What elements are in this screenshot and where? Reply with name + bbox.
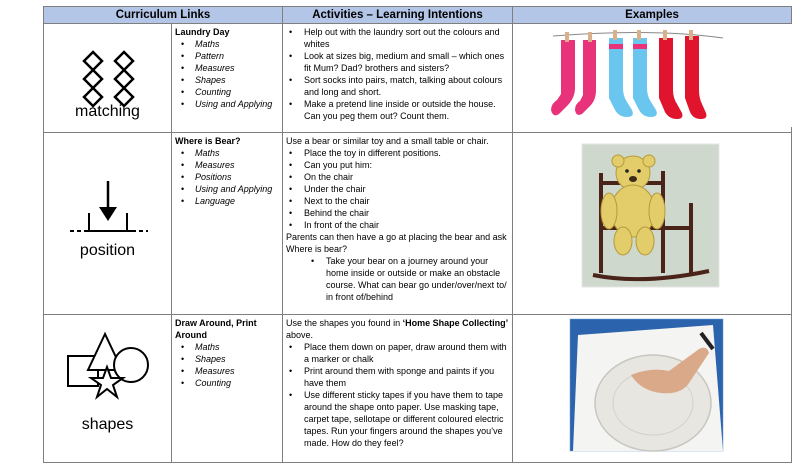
activity-sub-item: • Take your bear on a journey around your home inside or outside or make an obstacle course. What can bear go under/over/next to/ in front of/behind [326, 255, 509, 303]
teddy-bear-on-rocking-chair-photo [513, 133, 792, 309]
link-item: • Maths [195, 38, 279, 50]
link-item: • Pattern [195, 50, 279, 62]
shapes-icon [44, 315, 172, 457]
draw-around-title: Draw Around, Print Around [175, 318, 257, 340]
link-item: • Language [195, 195, 279, 207]
shapes-symbol-cell [44, 315, 172, 463]
link-item: • Maths [195, 147, 279, 159]
link-item: • Maths [195, 341, 279, 353]
laundry-activities [283, 24, 513, 133]
matching-symbol-cell [44, 24, 172, 133]
activity-item: • Place them down on paper, draw around them with a marker or chalk [304, 341, 509, 365]
activity-item: • Next to the chair [304, 195, 509, 207]
socks-on-line-photo [513, 24, 792, 127]
link-item: • Counting [195, 377, 279, 389]
activity-item: • Can you put him: [304, 159, 509, 171]
position-symbol-cell [44, 133, 172, 315]
intro-bold-text: ‘Home Shape Collecting’ [402, 318, 509, 328]
link-item: • Measures [195, 62, 279, 74]
plate-example-cell [513, 315, 792, 463]
header-examples: Examples [513, 7, 792, 24]
draw-around-links [172, 315, 283, 463]
socks-example-cell [513, 24, 792, 133]
activity-item: • Behind the chair [304, 207, 509, 219]
position-label: position [79, 242, 136, 259]
bear-title: Where is Bear? [175, 136, 241, 146]
header-activities: Activities – Learning Intentions [283, 7, 513, 24]
activity-item: • Sort socks into pairs, match, talking about colours and long and short. [304, 74, 509, 98]
draw-around-activities [283, 315, 513, 463]
curriculum-table [43, 6, 792, 463]
intro-text: Use the shapes you found in [286, 318, 403, 328]
activity-item: • Look at sizes big, medium and small – which ones fit Mum? Dad? brothers and sisters? [304, 50, 509, 74]
hand-drawing-around-plate-photo [513, 315, 792, 457]
activity-item: • Make a pretend line inside or outside the house. Can you peg them out? Count them. [304, 98, 509, 122]
bear-links [172, 133, 283, 315]
link-item: • Counting [195, 86, 279, 98]
draw-around-intro [286, 317, 509, 341]
intro-text-end: above. [286, 330, 314, 340]
link-item: • Positions [195, 171, 279, 183]
activity-item: • Print around them with sponge and paints if you have them [304, 365, 509, 389]
bear-activities [283, 133, 513, 315]
link-item: • Using and Applying [195, 98, 279, 110]
activity-item: • Use different sticky tapes if you have them to tape around the shape onto paper. Use masking tape, carpet tape, sellotape or different coloured electric tapes. Run your fingers around the shapes you’ve made. How do they feel? [304, 389, 509, 449]
link-item: • Measures [195, 365, 279, 377]
link-item: • Shapes [195, 74, 279, 86]
activity-item: • Under the chair [304, 183, 509, 195]
activity-item: • In front of the chair [304, 219, 509, 231]
laundry-title: Laundry Day [175, 27, 230, 37]
bear-parents-note: Parents can then have a go at placing the bear and ask Where is bear? [286, 232, 507, 254]
link-item: • Measures [195, 159, 279, 171]
activity-item: • On the chair [304, 171, 509, 183]
bear-intro: Use a bear or similar toy and a small table or chair. [286, 136, 489, 146]
activity-item: • Help out with the laundry sort out the colours and whites [304, 26, 509, 50]
matching-label: matching [75, 103, 140, 120]
shapes-label: shapes [81, 416, 134, 433]
position-arrow-icon [44, 133, 172, 309]
link-item: • Shapes [195, 353, 279, 365]
laundry-links [172, 24, 283, 133]
header-curriculum-links: Curriculum Links [44, 7, 283, 24]
activity-item: • Place the toy in different positions. [304, 147, 509, 159]
link-item: • Using and Applying [195, 183, 279, 195]
bear-example-cell [513, 133, 792, 315]
